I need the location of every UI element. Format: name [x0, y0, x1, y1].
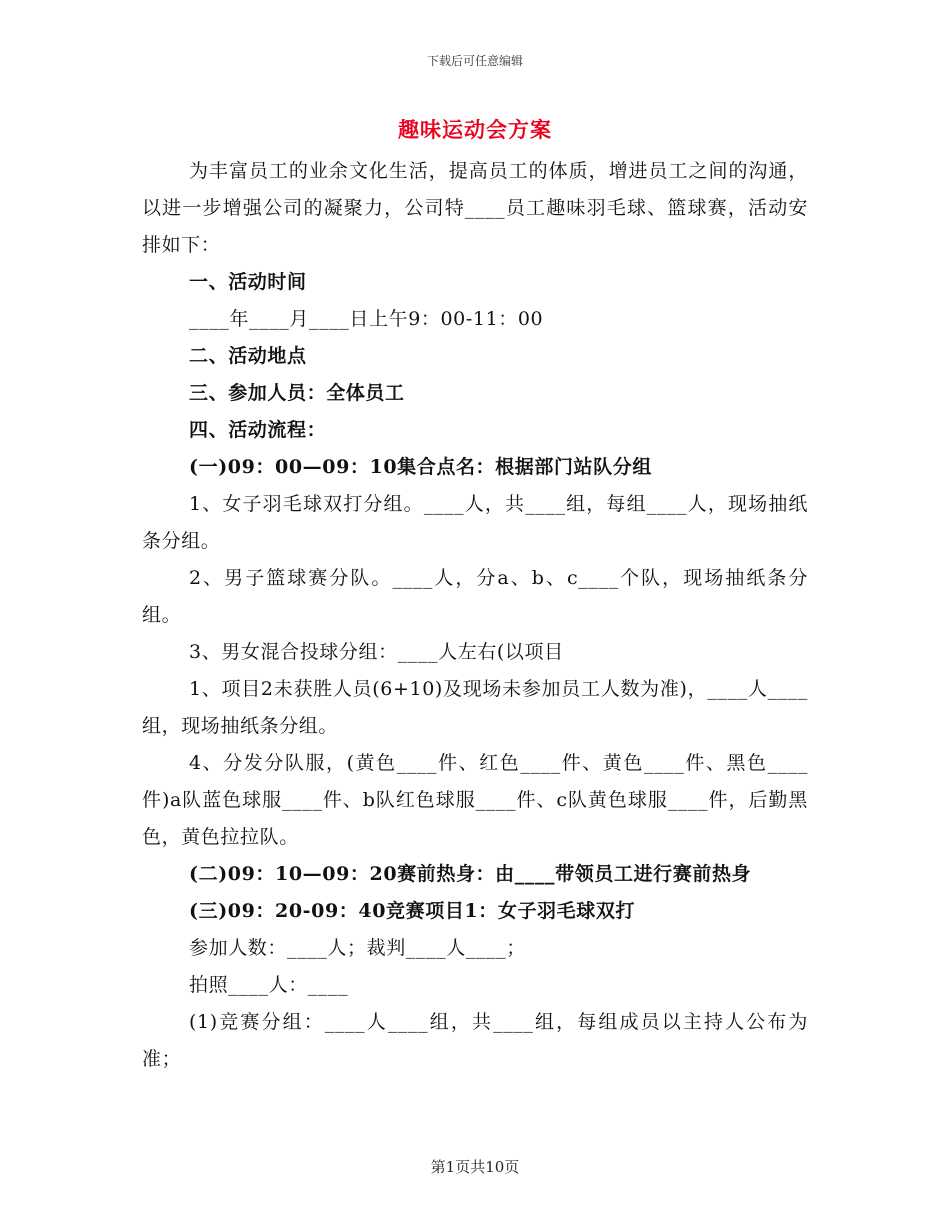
header-note: 下载后可任意编辑	[426, 54, 523, 68]
photo-line: 拍照____人：____	[189, 974, 349, 996]
list-item-badminton-grouping: 1、女子羽毛球双打分组。____人，共____组，每组____人，现场抽纸条分组。	[142, 493, 808, 552]
list-item-basketball-teams: 2、男子篮球赛分队。____人，分a、b、c____个队，现场抽纸条分组。	[142, 567, 808, 626]
participants-count-line: 参加人数：____人；裁判____人____；	[189, 937, 526, 959]
process-step-2-heading: (二)09：10—09：20赛前热身：由____带领员工进行赛前热身	[189, 863, 752, 885]
document-body	[142, 153, 808, 1078]
process-step-1-heading: (一)09：00—09：10集合点名：根据部门站队分组	[189, 456, 652, 478]
section-heading-location: 二、活动地点	[189, 345, 307, 367]
section-heading-time: 一、活动时间	[189, 271, 307, 293]
list-item-project-2: 1、项目2未获胜人员(6+10)及现场未参加员工人数为准)，____人____组，现场抽纸条分组。	[142, 678, 808, 737]
process-step-3-heading: (三)09：20-09：40竞赛项目1：女子羽毛球双打	[189, 900, 636, 922]
intro-paragraph: 为丰富员工的业余文化生活，提高员工的体质，增进员工之间的沟通，以进一步增强公司的凝聚力，公司特____员工趣味羽毛球、篮球赛，活动安排如下：	[142, 160, 808, 256]
time-line: ____年____月____日上午9：00-11：00	[189, 308, 544, 330]
page-number: 第1页共10页	[430, 1158, 520, 1176]
competition-grouping-line: (1)竞赛分组：____人____组，共____组，每组成员以主持人公布为准；	[142, 1011, 808, 1070]
list-item-uniforms: 4、分发分队服，(黄色____件、红色____件、黄色____件、黑色____件)a队蓝色球服____件、b队红色球服____件、c队黄色球服____件，后勤黑色，黄色拉拉队。	[142, 752, 808, 848]
document-title: 趣味运动会方案	[398, 117, 552, 142]
section-heading-participants: 三、参加人员：全体员工	[189, 382, 405, 404]
section-heading-process: 四、活动流程：	[189, 419, 327, 441]
list-item-mixed-throwing: 3、男女混合投球分组：____人左右(以项目	[189, 641, 564, 663]
